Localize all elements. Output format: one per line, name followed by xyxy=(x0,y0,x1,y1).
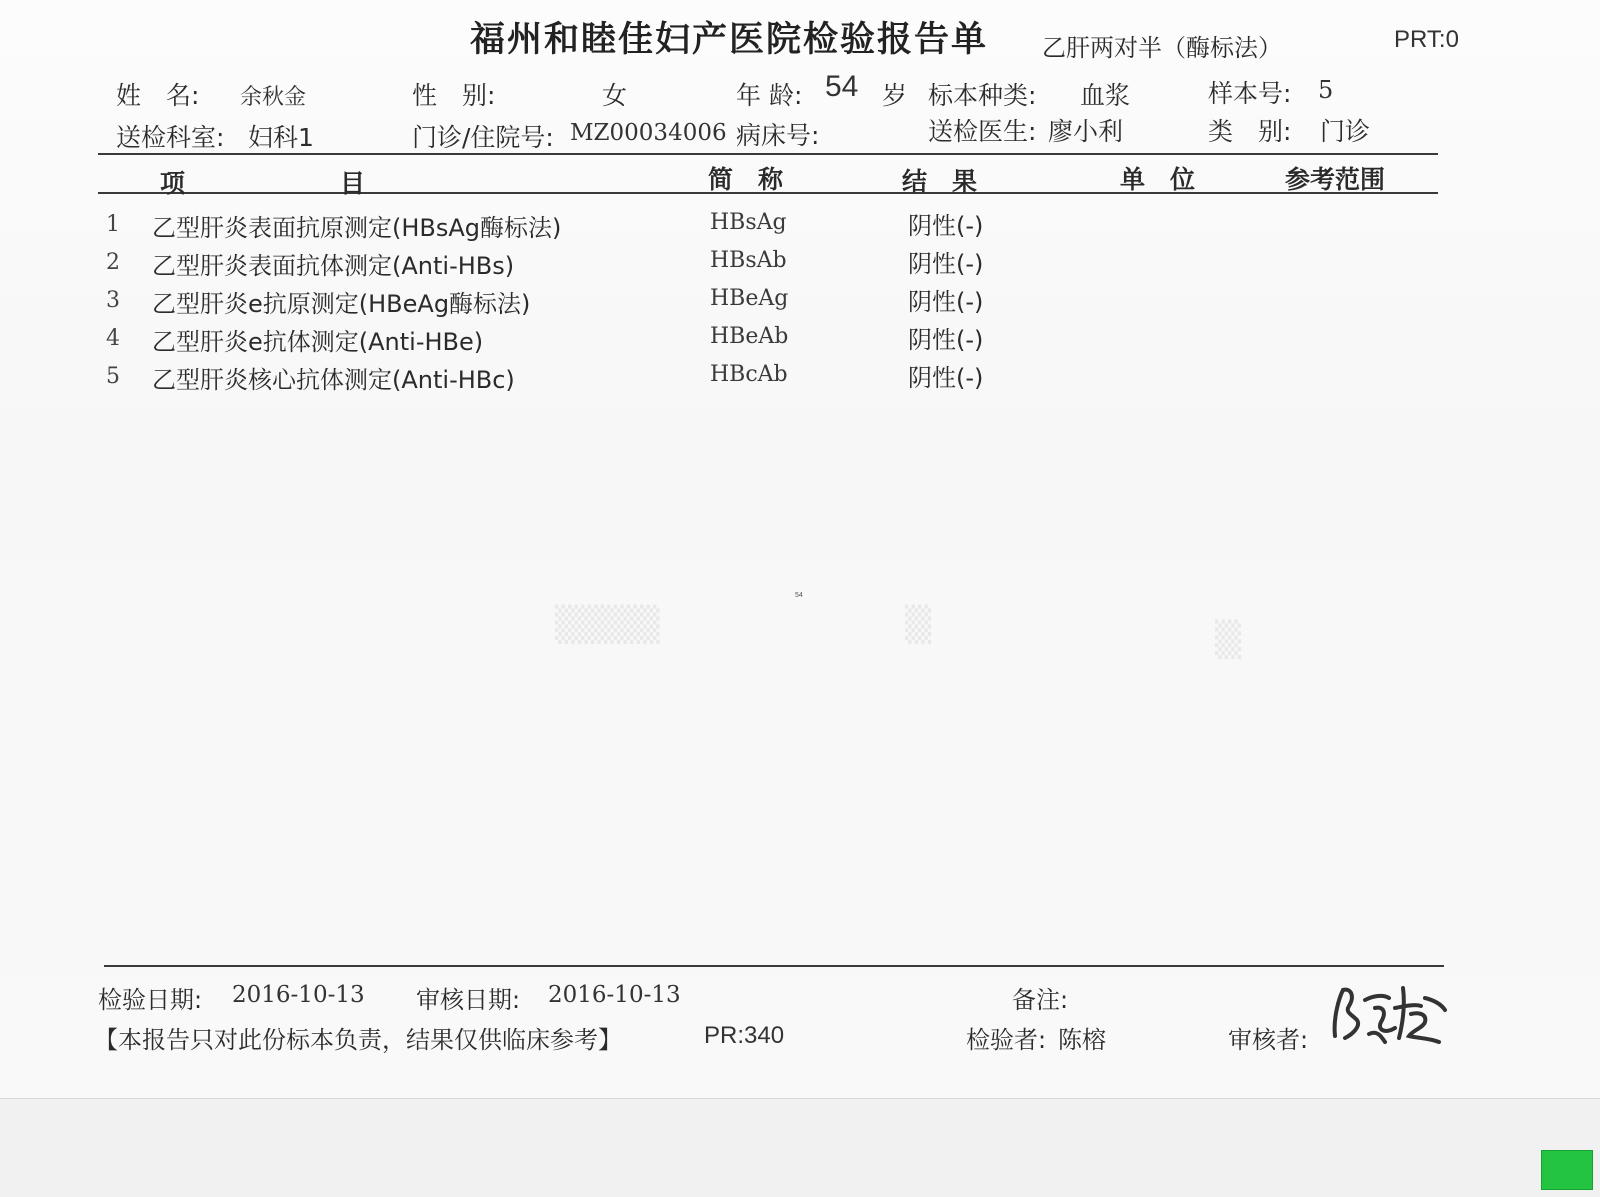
prt-code: PRT:0 xyxy=(1394,26,1459,53)
test-item: 乙型肝炎核心抗体测定(Anti-HBc) xyxy=(152,366,515,394)
pr-code: PR:340 xyxy=(704,1022,785,1049)
tester-label: 检验者: xyxy=(966,1026,1047,1054)
test-abbr: HBsAg xyxy=(710,210,787,235)
show-through-ghost: ▒ xyxy=(1215,620,1242,660)
row-number: 1 xyxy=(106,212,120,237)
col-unit-head: 单 位 xyxy=(1120,165,1196,194)
reviewer-signature xyxy=(1325,978,1460,1058)
patient-name: 余秋金 xyxy=(240,85,307,110)
test-result: 阴性(-) xyxy=(908,364,984,392)
test-abbr: HBeAg xyxy=(710,286,789,311)
patient-age: 54 xyxy=(825,70,859,103)
dept-label: 送检科室: xyxy=(116,123,225,152)
review-date: 2016-10-13 xyxy=(548,982,681,1008)
test-item: 乙型肝炎表面抗原测定(HBsAg酶标法) xyxy=(152,214,562,242)
show-through-ghost: ▒ xyxy=(905,605,932,645)
bed-label: 病床号: xyxy=(736,121,820,150)
col-abbr-head: 简 称 xyxy=(708,165,784,194)
test-result: 阴性(-) xyxy=(908,212,984,240)
scan-bottom-margin xyxy=(0,1098,1600,1197)
center-mark: 54 xyxy=(795,592,803,599)
dept: 妇科1 xyxy=(248,123,314,152)
test-abbr: HBsAb xyxy=(710,248,787,273)
review-date-label: 审核日期: xyxy=(416,986,521,1014)
col-item-head-a: 项 xyxy=(160,169,186,198)
test-result: 阴性(-) xyxy=(908,288,984,316)
test-item: 乙型肝炎表面抗体测定(Anti-HBs) xyxy=(152,252,515,280)
show-through-ghost: ▒▒▒▒ xyxy=(555,605,660,645)
row-number: 2 xyxy=(106,250,120,275)
doctor-name: 廖小利 xyxy=(1048,117,1124,146)
patient-id: MZ00034006 xyxy=(570,120,727,146)
sex-label: 性 别: xyxy=(412,81,496,110)
specimen-type: 血浆 xyxy=(1080,81,1131,110)
sample-no-label: 样本号: xyxy=(1208,79,1292,108)
reviewer-label: 审核者: xyxy=(1228,1026,1309,1054)
report-subtitle: 乙肝两对半（酶标法） xyxy=(1042,34,1282,62)
test-abbr: HBeAb xyxy=(710,324,789,349)
report-title: 福州和睦佳妇产医院检验报告单 xyxy=(470,20,989,60)
age-unit: 岁 xyxy=(882,81,908,110)
test-result: 阴性(-) xyxy=(908,250,984,278)
remark-label: 备注: xyxy=(1012,986,1069,1014)
test-abbr: HBcAb xyxy=(710,362,788,387)
col-item-head-b: 目 xyxy=(340,169,366,198)
tester-name: 陈榕 xyxy=(1058,1026,1106,1054)
test-result: 阴性(-) xyxy=(908,326,984,354)
category-label: 类 别: xyxy=(1208,117,1292,146)
category: 门诊 xyxy=(1320,117,1371,146)
test-item: 乙型肝炎e抗原测定(HBeAg酶标法) xyxy=(152,290,531,318)
specimen-label: 标本种类: xyxy=(928,81,1037,110)
test-date: 2016-10-13 xyxy=(232,982,365,1008)
header-top-rule xyxy=(98,153,1438,155)
col-range-head: 参考范围 xyxy=(1285,165,1386,194)
footer-rule xyxy=(104,965,1444,967)
col-result-head: 结 果 xyxy=(902,167,978,196)
id-label: 门诊/住院号: xyxy=(412,123,554,152)
name-label: 姓 名: xyxy=(116,81,200,110)
watermark-badge xyxy=(1541,1150,1593,1190)
age-label: 年 龄: xyxy=(736,81,803,110)
row-number: 5 xyxy=(106,364,120,389)
test-date-label: 检验日期: xyxy=(98,986,203,1014)
row-number: 4 xyxy=(106,326,120,351)
test-item: 乙型肝炎e抗体测定(Anti-HBe) xyxy=(152,328,484,356)
row-number: 3 xyxy=(106,288,120,313)
doctor-label: 送检医生: xyxy=(928,117,1037,146)
disclaimer: 【本报告只对此份标本负责，结果仅供临床参考】 xyxy=(94,1026,622,1054)
sample-no: 5 xyxy=(1318,76,1334,104)
patient-sex: 女 xyxy=(602,81,628,110)
